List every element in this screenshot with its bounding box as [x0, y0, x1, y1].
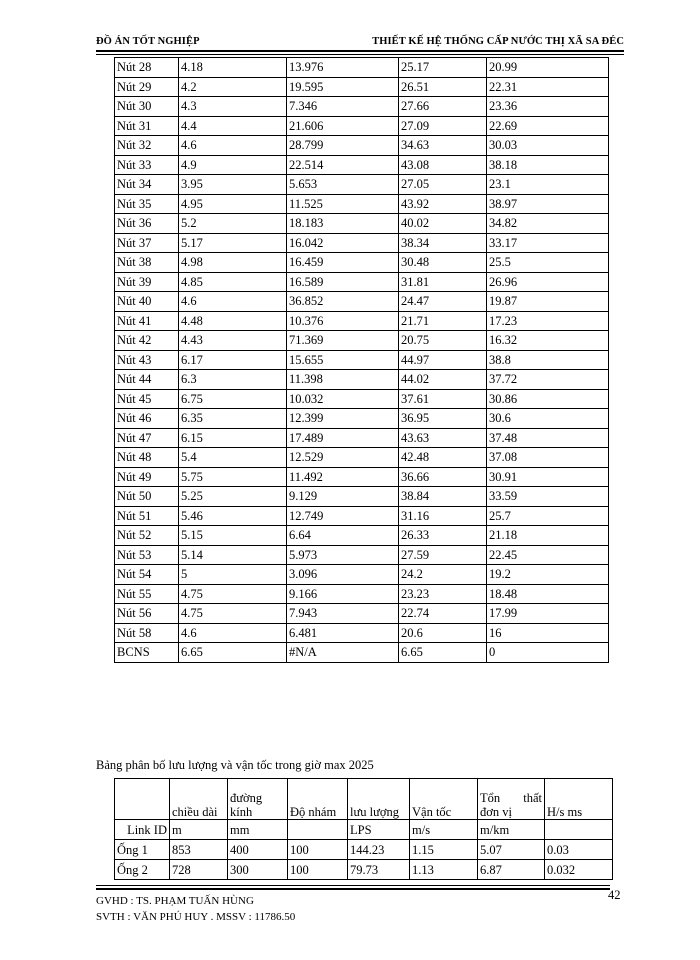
table-cell: 34.63 [399, 136, 487, 156]
table-cell: 0.032 [545, 860, 613, 880]
table-cell: 18.183 [287, 214, 399, 234]
node-row [115, 350, 609, 370]
table-cell: 19.595 [287, 77, 399, 97]
header-cell-unit-loss [478, 779, 545, 820]
table-cell: 4.48 [179, 311, 287, 331]
table-cell: 40.02 [399, 214, 487, 234]
node-row [115, 643, 609, 663]
table-cell: Nút 44 [115, 370, 179, 390]
table-cell: 9.166 [287, 584, 399, 604]
header-diameter-top: đường [230, 791, 263, 805]
table-cell: Nút 36 [115, 214, 179, 234]
table-cell: 144.23 [348, 840, 410, 860]
table-cell: 22.31 [487, 77, 609, 97]
table-cell: Nút 28 [115, 58, 179, 78]
node-row [115, 233, 609, 253]
table-cell: 400 [228, 840, 288, 860]
table-cell: 37.08 [487, 448, 609, 468]
table-cell: 16 [487, 623, 609, 643]
table-cell: 38.34 [399, 233, 487, 253]
table-cell: 0.03 [545, 840, 613, 860]
table-cell: 5.15 [179, 526, 287, 546]
table-cell: #N/A [287, 643, 399, 663]
table-cell: 38.97 [487, 194, 609, 214]
table-cell: 43.63 [399, 428, 487, 448]
table-cell: 79.73 [348, 860, 410, 880]
table-cell: 38.84 [399, 487, 487, 507]
table-cell: 19.87 [487, 292, 609, 312]
table-cell: 30.03 [487, 136, 609, 156]
table-cell: 20.99 [487, 58, 609, 78]
table-cell: 4.75 [179, 604, 287, 624]
table-cell: 11.398 [287, 370, 399, 390]
table-cell: Nút 41 [115, 311, 179, 331]
table-cell: 26.51 [399, 77, 487, 97]
pipe-header-row [115, 779, 613, 820]
table-cell: 24.47 [399, 292, 487, 312]
table-cell: 23.1 [487, 175, 609, 195]
table-cell: Nút 32 [115, 136, 179, 156]
table-cell: 5.973 [287, 545, 399, 565]
table-cell: 3.95 [179, 175, 287, 195]
table-cell: 30.91 [487, 467, 609, 487]
footer-rule-thin [96, 885, 610, 886]
table-cell: 6.17 [179, 350, 287, 370]
table-cell: 20.6 [399, 623, 487, 643]
table-cell: 37.61 [399, 389, 487, 409]
table-cell: Nút 50 [115, 487, 179, 507]
table-cell: Nút 38 [115, 253, 179, 273]
table-cell: Nút 39 [115, 272, 179, 292]
table-cell: 36.66 [399, 467, 487, 487]
node-row [115, 389, 609, 409]
table-cell: 4.4 [179, 116, 287, 136]
table-cell: 16.042 [287, 233, 399, 253]
table-cell: 28.799 [287, 136, 399, 156]
node-row [115, 565, 609, 585]
table-cell: 4.95 [179, 194, 287, 214]
header-unit-loss-top-a: Tổn [480, 791, 501, 805]
table-cell: 6.15 [179, 428, 287, 448]
table-cell: 17.23 [487, 311, 609, 331]
table-cell: Nút 30 [115, 97, 179, 117]
table-cell: 6.65 [179, 643, 287, 663]
node-row [115, 584, 609, 604]
table-cell: 24.2 [399, 565, 487, 585]
unit-cell: m [170, 820, 228, 840]
node-row [115, 370, 609, 390]
table-cell: 100 [288, 860, 348, 880]
table-cell: Nút 49 [115, 467, 179, 487]
table-cell: 11.492 [287, 467, 399, 487]
unit-cell: LPS [348, 820, 410, 840]
table-cell: 7.943 [287, 604, 399, 624]
table-cell: 1.15 [410, 840, 478, 860]
table-cell: 728 [170, 860, 228, 880]
node-row [115, 175, 609, 195]
node-row [115, 97, 609, 117]
table-cell: 4.18 [179, 58, 287, 78]
node-row [115, 545, 609, 565]
table-cell: Nút 43 [115, 350, 179, 370]
table-cell: 31.81 [399, 272, 487, 292]
table-cell: Nút 29 [115, 77, 179, 97]
header-unit-loss-top-b: thất [523, 791, 542, 805]
table-cell: 21.18 [487, 526, 609, 546]
node-row [115, 58, 609, 78]
header-cell-flow: lưu lượng [348, 779, 410, 820]
table-cell: Nút 33 [115, 155, 179, 175]
unit-cell [545, 820, 613, 840]
table-cell: 5.46 [179, 506, 287, 526]
table-cell: 22.69 [487, 116, 609, 136]
table-cell: 25.17 [399, 58, 487, 78]
table-cell: 43.92 [399, 194, 487, 214]
unit-cell: Link ID [115, 820, 170, 840]
table-cell: 27.66 [399, 97, 487, 117]
unit-cell: m/km [478, 820, 545, 840]
table-cell: Nút 31 [115, 116, 179, 136]
node-row [115, 487, 609, 507]
table-cell: Nút 37 [115, 233, 179, 253]
table-cell: 12.399 [287, 409, 399, 429]
table-cell: 17.489 [287, 428, 399, 448]
table-cell: 38.8 [487, 350, 609, 370]
table-cell: 10.376 [287, 311, 399, 331]
node-row [115, 136, 609, 156]
table-cell: 18.48 [487, 584, 609, 604]
table-cell: 6.35 [179, 409, 287, 429]
table-cell: 4.43 [179, 331, 287, 351]
table-cell: 22.514 [287, 155, 399, 175]
table-cell: Nút 40 [115, 292, 179, 312]
node-row [115, 604, 609, 624]
page-header [96, 36, 624, 50]
node-row [115, 331, 609, 351]
table-cell: 16.32 [487, 331, 609, 351]
header-left-title: ĐỒ ÁN TỐT NGHIỆP [96, 36, 200, 47]
table-cell: Nút 55 [115, 584, 179, 604]
table-cell: 4.75 [179, 584, 287, 604]
table-cell: 43.08 [399, 155, 487, 175]
table-cell: Nút 45 [115, 389, 179, 409]
pipe-row [115, 840, 613, 860]
table-cell: Ống 2 [115, 860, 170, 880]
table-cell: Nút 52 [115, 526, 179, 546]
table-cell: 27.59 [399, 545, 487, 565]
table-cell: 11.525 [287, 194, 399, 214]
header-right-title: THIẾT KẾ HỆ THỐNG CẤP NƯỚC THỊ XÃ SA ĐÉC [372, 36, 624, 47]
header-cell-velocity: Vận tốc [410, 779, 478, 820]
header-rule-thick [96, 50, 624, 52]
table-cell: 33.17 [487, 233, 609, 253]
node-row [115, 253, 609, 273]
table-cell: 36.95 [399, 409, 487, 429]
header-cell-link [115, 779, 170, 820]
table-cell: 5.25 [179, 487, 287, 507]
header-rule-thin [96, 54, 624, 55]
table-cell: 5.17 [179, 233, 287, 253]
page-footer [96, 893, 295, 925]
node-pressure-table [114, 57, 609, 663]
table-cell: 17.99 [487, 604, 609, 624]
table-cell: Nút 54 [115, 565, 179, 585]
footer-student: SVTH : VĂN PHÚ HUY . MSSV : 11786.50 [96, 911, 296, 923]
table-cell: 44.97 [399, 350, 487, 370]
table-cell: 21.606 [287, 116, 399, 136]
table-cell: 42.48 [399, 448, 487, 468]
table-cell: 30.48 [399, 253, 487, 273]
table-cell: 5.4 [179, 448, 287, 468]
table-cell: 33.59 [487, 487, 609, 507]
table-cell: 4.6 [179, 623, 287, 643]
table-cell: 23.23 [399, 584, 487, 604]
table-cell: 5.07 [478, 840, 545, 860]
table-cell: 22.45 [487, 545, 609, 565]
table-cell: 19.2 [487, 565, 609, 585]
node-row [115, 214, 609, 234]
node-row [115, 526, 609, 546]
table-cell: 3.096 [287, 565, 399, 585]
table-cell: 30.6 [487, 409, 609, 429]
table-cell: 26.33 [399, 526, 487, 546]
table-cell: Ống 1 [115, 840, 170, 860]
table-cell: 25.5 [487, 253, 609, 273]
table-cell: 37.72 [487, 370, 609, 390]
table-cell: 5.75 [179, 467, 287, 487]
table-cell: 4.2 [179, 77, 287, 97]
table-cell: Nút 42 [115, 331, 179, 351]
table-cell: 853 [170, 840, 228, 860]
node-row [115, 428, 609, 448]
table-cell: Nút 58 [115, 623, 179, 643]
node-row [115, 292, 609, 312]
table-cell: Nút 51 [115, 506, 179, 526]
table-cell: 16.459 [287, 253, 399, 273]
table-cell: 20.75 [399, 331, 487, 351]
footer-advisor: GVHD : TS. PHẠM TUẤN HÙNG [96, 895, 254, 907]
node-row [115, 155, 609, 175]
table-cell: 100 [288, 840, 348, 860]
unit-cell: mm [228, 820, 288, 840]
node-row [115, 506, 609, 526]
table-cell: 0 [487, 643, 609, 663]
table-cell: 12.529 [287, 448, 399, 468]
table-cell: Nút 35 [115, 194, 179, 214]
node-row [115, 194, 609, 214]
table-cell: 6.481 [287, 623, 399, 643]
table-cell: 71.369 [287, 331, 399, 351]
table-cell: 44.02 [399, 370, 487, 390]
header-unit-loss-top [480, 791, 542, 805]
table-cell: 5.653 [287, 175, 399, 195]
table-cell: 27.05 [399, 175, 487, 195]
header-unit-loss-bottom: đơn vị [480, 805, 512, 819]
table-cell: 31.16 [399, 506, 487, 526]
table-cell: 4.9 [179, 155, 287, 175]
table-cell: 4.3 [179, 97, 287, 117]
table-cell: Nút 56 [115, 604, 179, 624]
table-cell: 4.98 [179, 253, 287, 273]
header-diameter-bottom: kính [230, 805, 253, 819]
pipe-flow-table [114, 778, 613, 880]
table-cell: Nút 47 [115, 428, 179, 448]
table-caption: Bảng phân bố lưu lượng và vận tốc trong giờ max 2025 [96, 758, 374, 772]
table-cell: 6.3 [179, 370, 287, 390]
node-row [115, 272, 609, 292]
table-cell: 4.85 [179, 272, 287, 292]
header-cell-roughness: Độ nhám [288, 779, 348, 820]
table-cell: 6.65 [399, 643, 487, 663]
table-cell: 26.96 [487, 272, 609, 292]
table-cell: 1.13 [410, 860, 478, 880]
table-cell: 22.74 [399, 604, 487, 624]
pipe-row [115, 860, 613, 880]
table-cell: 6.87 [478, 860, 545, 880]
table-cell: 34.82 [487, 214, 609, 234]
table-cell: Nút 53 [115, 545, 179, 565]
table-cell: 12.749 [287, 506, 399, 526]
table-cell: 9.129 [287, 487, 399, 507]
node-row [115, 311, 609, 331]
table-cell: 6.75 [179, 389, 287, 409]
table-cell: 38.18 [487, 155, 609, 175]
node-row [115, 467, 609, 487]
table-cell: 10.032 [287, 389, 399, 409]
table-cell: Nút 34 [115, 175, 179, 195]
table-cell: 5.14 [179, 545, 287, 565]
table-cell: 4.6 [179, 292, 287, 312]
node-row [115, 77, 609, 97]
table-cell: Nút 46 [115, 409, 179, 429]
header-cell-length: chiều dài [170, 779, 228, 820]
table-cell: 16.589 [287, 272, 399, 292]
table-cell: 23.36 [487, 97, 609, 117]
table-cell: 5 [179, 565, 287, 585]
node-row [115, 116, 609, 136]
pipe-units-row [115, 820, 613, 840]
table-cell: 6.64 [287, 526, 399, 546]
unit-cell: m/s [410, 820, 478, 840]
table-cell: BCNS [115, 643, 179, 663]
page-number: 42 [608, 888, 621, 902]
table-cell: 4.6 [179, 136, 287, 156]
table-cell: 21.71 [399, 311, 487, 331]
table-cell: 5.2 [179, 214, 287, 234]
node-row [115, 409, 609, 429]
table-cell: 30.86 [487, 389, 609, 409]
table-cell: 7.346 [287, 97, 399, 117]
table-cell: 25.7 [487, 506, 609, 526]
table-cell: 36.852 [287, 292, 399, 312]
table-cell: 27.09 [399, 116, 487, 136]
table-cell: 300 [228, 860, 288, 880]
footer-rule-thick [96, 888, 610, 890]
table-cell: 15.655 [287, 350, 399, 370]
header-cell-friction: H/s ms [545, 779, 613, 820]
unit-cell [288, 820, 348, 840]
table-cell: 37.48 [487, 428, 609, 448]
table-cell: 13.976 [287, 58, 399, 78]
header-cell-diameter [228, 779, 288, 820]
node-row [115, 448, 609, 468]
table-cell: Nút 48 [115, 448, 179, 468]
node-row [115, 623, 609, 643]
